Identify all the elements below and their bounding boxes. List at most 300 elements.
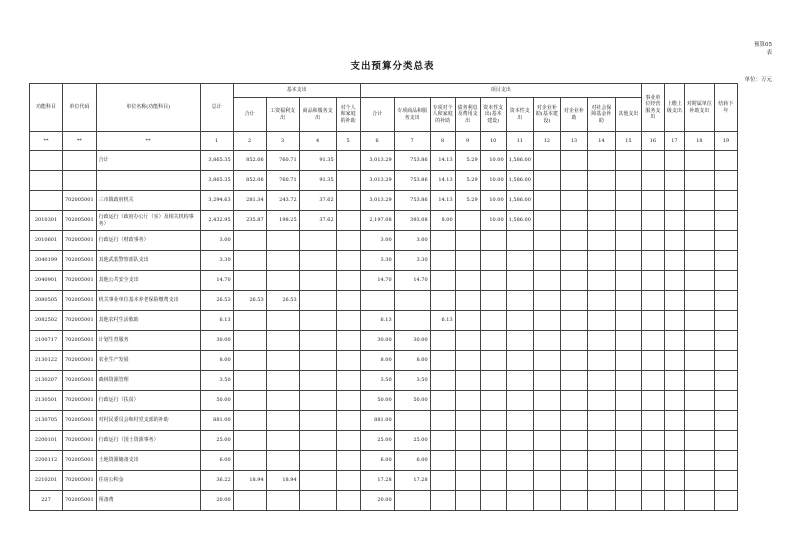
value-cell: 37.62: [299, 191, 336, 211]
unit-name-cell: [96, 171, 200, 191]
unit-name-cell: 行政运行（财政事务）: [96, 231, 200, 251]
value-cell: 2,197.08: [360, 211, 394, 231]
value-cell: [641, 271, 664, 291]
unit-code-cell: 702005001: [63, 331, 97, 351]
value-cell: 25.00: [394, 431, 430, 451]
value-cell: [641, 311, 664, 331]
value-cell: [684, 271, 714, 291]
value-cell: [533, 331, 560, 351]
unit-name-cell: 计划生育服务: [96, 331, 200, 351]
value-cell: [455, 291, 480, 311]
value-cell: 852.06: [233, 151, 266, 171]
func-code-cell: 2040199: [30, 251, 63, 271]
value-cell: [615, 411, 641, 431]
table-row: [30, 371, 738, 391]
value-cell: [714, 351, 737, 371]
value-cell: [299, 271, 336, 291]
value-cell: [533, 351, 560, 371]
index-cell: 4: [299, 132, 336, 151]
value-cell: [714, 291, 737, 311]
value-cell: [615, 391, 641, 411]
value-cell: [430, 351, 455, 371]
unit-code-cell: 702005001: [63, 271, 97, 291]
unit-code-cell: 702005001: [63, 191, 97, 211]
value-cell: [336, 291, 360, 311]
index-cell: 2: [233, 132, 266, 151]
value-cell: [480, 271, 506, 291]
value-cell: [336, 191, 360, 211]
value-cell: [560, 171, 587, 191]
value-cell: [664, 431, 684, 451]
value-cell: [684, 371, 714, 391]
func-code-cell: 2100717: [30, 331, 63, 351]
value-cell: [684, 391, 714, 411]
func-code-cell: 2130501: [30, 391, 63, 411]
func-code-cell: 2130705: [30, 411, 63, 431]
value-cell: [641, 211, 664, 231]
value-cell: [506, 291, 533, 311]
header-project-sub-6: 对企业补助(基本建设): [533, 98, 560, 132]
value-cell: [533, 251, 560, 271]
value-cell: [233, 231, 266, 251]
value-cell: [587, 331, 615, 351]
value-cell: 3.00: [394, 231, 430, 251]
value-cell: [299, 451, 336, 471]
value-cell: 36.22: [200, 471, 233, 491]
value-cell: [714, 211, 737, 231]
value-cell: [266, 371, 299, 391]
value-cell: [664, 371, 684, 391]
value-cell: [506, 351, 533, 371]
func-code-cell: 2010301: [30, 211, 63, 231]
value-cell: 6.00: [394, 451, 430, 471]
value-cell: [533, 271, 560, 291]
value-cell: [430, 331, 455, 351]
unit-code-cell: 702005001: [63, 451, 97, 471]
value-cell: [587, 291, 615, 311]
value-cell: [560, 471, 587, 491]
value-cell: [299, 391, 336, 411]
value-cell: [455, 451, 480, 471]
value-cell: 3.00: [200, 231, 233, 251]
unit-label: 单位：万元: [744, 77, 772, 83]
value-cell: [684, 311, 714, 331]
index-cell: 7: [394, 132, 430, 151]
value-cell: [266, 311, 299, 331]
value-cell: [587, 271, 615, 291]
value-cell: 3.00: [360, 231, 394, 251]
table-row: [30, 311, 738, 331]
value-cell: 14.13: [430, 151, 455, 171]
value-cell: [664, 351, 684, 371]
value-cell: [455, 271, 480, 291]
value-cell: [615, 271, 641, 291]
value-cell: [533, 491, 560, 511]
value-cell: 20.00: [200, 491, 233, 511]
value-cell: [664, 411, 684, 431]
table-row: [30, 391, 738, 411]
value-cell: 1,586.00: [506, 211, 533, 231]
value-cell: [455, 471, 480, 491]
value-cell: [299, 491, 336, 511]
value-cell: [336, 371, 360, 391]
index-cell: 6: [360, 132, 394, 151]
unit-name-cell: 森林资源管理: [96, 371, 200, 391]
value-cell: [336, 151, 360, 171]
value-cell: [394, 411, 430, 431]
value-cell: 8.00: [200, 351, 233, 371]
value-cell: [299, 291, 336, 311]
value-cell: [506, 231, 533, 251]
value-cell: [615, 211, 641, 231]
value-cell: [336, 251, 360, 271]
value-cell: 8.00: [360, 351, 394, 371]
value-cell: [714, 231, 737, 251]
value-cell: 3.30: [200, 251, 233, 271]
table-row: [30, 191, 738, 211]
value-cell: 25.00: [360, 431, 394, 451]
value-cell: [266, 331, 299, 351]
value-cell: [480, 411, 506, 431]
index-cell: 17: [664, 132, 684, 151]
table-row: [30, 491, 738, 511]
func-code-cell: [30, 151, 63, 171]
unit-code-cell: 702005001: [63, 231, 97, 251]
value-cell: 3.30: [394, 251, 430, 271]
value-cell: [587, 451, 615, 471]
unit-name-cell: 其他农村生活救助: [96, 311, 200, 331]
value-cell: [615, 291, 641, 311]
header-basic-sub-0: 合计: [233, 98, 266, 132]
value-cell: [664, 471, 684, 491]
value-cell: [299, 411, 336, 431]
value-cell: 50.00: [394, 391, 430, 411]
value-cell: [714, 471, 737, 491]
index-cell: 11: [506, 132, 533, 151]
unit-code-cell: 702005001: [63, 411, 97, 431]
value-cell: [714, 491, 737, 511]
value-cell: [533, 411, 560, 431]
value-cell: [266, 271, 299, 291]
value-cell: [394, 491, 430, 511]
value-cell: [430, 491, 455, 511]
value-cell: [233, 491, 266, 511]
table-row: [30, 411, 738, 431]
value-cell: [266, 451, 299, 471]
table-row: [30, 231, 738, 251]
value-cell: [233, 251, 266, 271]
index-cell: 15: [615, 132, 641, 151]
table-row: [30, 171, 738, 191]
value-cell: [641, 151, 664, 171]
value-cell: 5.29: [455, 151, 480, 171]
value-cell: 50.00: [200, 391, 233, 411]
value-cell: [587, 351, 615, 371]
value-cell: [560, 291, 587, 311]
value-cell: [587, 171, 615, 191]
value-cell: [587, 251, 615, 271]
value-cell: 760.71: [266, 151, 299, 171]
value-cell: [684, 191, 714, 211]
value-cell: 10.00: [480, 171, 506, 191]
unit-name-cell: 预备费: [96, 491, 200, 511]
value-cell: [664, 191, 684, 211]
unit-code-cell: 702005001: [63, 211, 97, 231]
value-cell: [506, 311, 533, 331]
value-cell: 10.00: [480, 151, 506, 171]
value-cell: [533, 291, 560, 311]
index-cell: **: [30, 132, 63, 151]
value-cell: [336, 471, 360, 491]
value-cell: [455, 251, 480, 271]
header-project-sub-8: 对社会保障基金补助: [587, 98, 615, 132]
value-cell: [641, 351, 664, 371]
value-cell: [233, 371, 266, 391]
value-cell: [480, 351, 506, 371]
index-cell: 18: [684, 132, 714, 151]
index-cell: 14: [587, 132, 615, 151]
value-cell: [394, 291, 430, 311]
value-cell: 6.13: [430, 311, 455, 331]
value-cell: [714, 151, 737, 171]
value-cell: 50.00: [360, 391, 394, 411]
unit-name-cell: 三市镇政府机关: [96, 191, 200, 211]
value-cell: 30.00: [394, 331, 430, 351]
value-cell: 393.08: [394, 211, 430, 231]
value-cell: [455, 331, 480, 351]
value-cell: [615, 151, 641, 171]
value-cell: [684, 351, 714, 371]
index-cell: 8: [430, 132, 455, 151]
value-cell: 3,865.35: [200, 171, 233, 191]
unit-name-cell: 对村民委员会和村党支部的补助: [96, 411, 200, 431]
value-cell: 2,432.95: [200, 211, 233, 231]
value-cell: 198.25: [266, 211, 299, 231]
value-cell: [506, 331, 533, 351]
value-cell: [664, 151, 684, 171]
value-cell: [560, 251, 587, 271]
value-cell: [266, 431, 299, 451]
value-cell: 3.30: [360, 251, 394, 271]
header-project-sub-2: 专项对个人和家庭的补助: [430, 98, 455, 132]
value-cell: [560, 331, 587, 351]
value-cell: [299, 351, 336, 371]
value-cell: [533, 471, 560, 491]
unit-code-cell: 702005001: [63, 351, 97, 371]
value-cell: [336, 331, 360, 351]
table-row: [30, 271, 738, 291]
unit-code-cell: 702005001: [63, 491, 97, 511]
value-cell: [560, 411, 587, 431]
value-cell: [684, 471, 714, 491]
unit-name-cell: 土地资源储备支出: [96, 451, 200, 471]
value-cell: [233, 411, 266, 431]
value-cell: 753.86: [394, 191, 430, 211]
value-cell: [714, 191, 737, 211]
value-cell: 14.13: [430, 191, 455, 211]
value-cell: [615, 251, 641, 271]
value-cell: [533, 391, 560, 411]
value-cell: 753.86: [394, 151, 430, 171]
value-cell: [587, 491, 615, 511]
value-cell: [455, 391, 480, 411]
header-project-sub-1: 专项商品和服务支出: [394, 98, 430, 132]
value-cell: 10.00: [480, 211, 506, 231]
value-cell: [560, 371, 587, 391]
value-cell: 881.00: [200, 411, 233, 431]
table-row: [30, 451, 738, 471]
value-cell: 6.13: [200, 311, 233, 331]
value-cell: [480, 471, 506, 491]
value-cell: [533, 171, 560, 191]
header-project-sub-7: 对企业补助: [560, 98, 587, 132]
value-cell: [664, 311, 684, 331]
value-cell: [480, 431, 506, 451]
value-cell: [587, 231, 615, 251]
value-cell: [299, 371, 336, 391]
value-cell: [615, 451, 641, 471]
value-cell: [533, 191, 560, 211]
value-cell: [480, 251, 506, 271]
value-cell: [266, 491, 299, 511]
value-cell: [336, 351, 360, 371]
value-cell: [233, 431, 266, 451]
value-cell: [430, 471, 455, 491]
value-cell: [684, 411, 714, 431]
value-cell: 17.28: [360, 471, 394, 491]
table-number: 预算05: [754, 42, 772, 48]
page-title: 支出预算分类总表: [350, 61, 435, 72]
header-project-sub-9: 其他支出: [615, 98, 641, 132]
table-number-label: [754, 41, 772, 57]
value-cell: [480, 311, 506, 331]
index-cell: 5: [336, 132, 360, 151]
value-cell: [615, 171, 641, 191]
value-cell: [714, 271, 737, 291]
value-cell: [587, 191, 615, 211]
index-cell: 16: [641, 132, 664, 151]
value-cell: [266, 231, 299, 251]
value-cell: [664, 251, 684, 271]
value-cell: [615, 191, 641, 211]
index-cell: **: [96, 132, 200, 151]
unit-name-cell: 机关事业单位基本养老保险缴费支出: [96, 291, 200, 311]
value-cell: 37.62: [299, 211, 336, 231]
value-cell: [506, 251, 533, 271]
unit-name-cell: 合计: [96, 151, 200, 171]
value-cell: [336, 311, 360, 331]
unit-code-cell: [63, 171, 97, 191]
func-code-cell: 2082502: [30, 311, 63, 331]
index-cell: **: [63, 132, 97, 151]
unit-name-cell: 行政运行（国土资源事务）: [96, 431, 200, 451]
value-cell: [587, 311, 615, 331]
value-cell: 3,294.63: [200, 191, 233, 211]
value-cell: [455, 371, 480, 391]
value-cell: [714, 431, 737, 451]
value-cell: [430, 391, 455, 411]
unit-code-cell: 702005001: [63, 311, 97, 331]
value-cell: [299, 231, 336, 251]
value-cell: [714, 451, 737, 471]
value-cell: [533, 431, 560, 451]
value-cell: 5.29: [455, 171, 480, 191]
value-cell: [560, 451, 587, 471]
index-cell: 12: [533, 132, 560, 151]
value-cell: [455, 231, 480, 251]
value-cell: [560, 271, 587, 291]
value-cell: [533, 231, 560, 251]
value-cell: 20.00: [360, 491, 394, 511]
header-tail-0: 事业单位经营服务支出: [641, 84, 664, 132]
value-cell: [480, 331, 506, 351]
value-cell: [615, 331, 641, 351]
value-cell: [336, 171, 360, 191]
value-cell: [233, 331, 266, 351]
value-cell: [664, 271, 684, 291]
value-cell: 753.86: [394, 171, 430, 191]
value-cell: [299, 331, 336, 351]
value-cell: [714, 311, 737, 331]
value-cell: [430, 251, 455, 271]
value-cell: 6.00: [200, 451, 233, 471]
value-cell: 1,586.00: [506, 151, 533, 171]
value-cell: [714, 371, 737, 391]
func-code-cell: [30, 191, 63, 211]
value-cell: [641, 371, 664, 391]
header-unit-code: 单位代码: [63, 84, 97, 132]
value-cell: [587, 391, 615, 411]
value-cell: [480, 371, 506, 391]
header-tail-1: 上缴上级支出: [664, 84, 684, 132]
value-cell: [506, 411, 533, 431]
value-cell: [641, 431, 664, 451]
value-cell: [684, 291, 714, 311]
value-cell: [336, 231, 360, 251]
value-cell: 30.00: [200, 331, 233, 351]
value-cell: [641, 291, 664, 311]
header-basic-sub-2: 商品和服务支出: [299, 98, 336, 132]
value-cell: [714, 251, 737, 271]
value-cell: [430, 271, 455, 291]
value-cell: [615, 471, 641, 491]
value-cell: [714, 331, 737, 351]
expenditure-table: [29, 83, 738, 511]
unit-name-cell: 住房公积金: [96, 471, 200, 491]
value-cell: [336, 431, 360, 451]
value-cell: [560, 351, 587, 371]
header-tail-3: 结转下年: [714, 84, 737, 132]
value-cell: [641, 411, 664, 431]
header-project-sub-4: 资本性支出(基本建设): [480, 98, 506, 132]
value-cell: 8.00: [394, 351, 430, 371]
value-cell: [266, 391, 299, 411]
value-cell: [664, 391, 684, 411]
value-cell: 3.50: [200, 371, 233, 391]
unit-code-cell: 702005001: [63, 291, 97, 311]
value-cell: [336, 491, 360, 511]
value-cell: [560, 391, 587, 411]
value-cell: [394, 311, 430, 331]
value-cell: 6.13: [360, 311, 394, 331]
value-cell: 3,865.35: [200, 151, 233, 171]
unit-code-cell: 702005001: [63, 431, 97, 451]
value-cell: [684, 251, 714, 271]
value-cell: 281.34: [233, 191, 266, 211]
value-cell: [455, 311, 480, 331]
value-cell: 243.72: [266, 191, 299, 211]
value-cell: [336, 271, 360, 291]
